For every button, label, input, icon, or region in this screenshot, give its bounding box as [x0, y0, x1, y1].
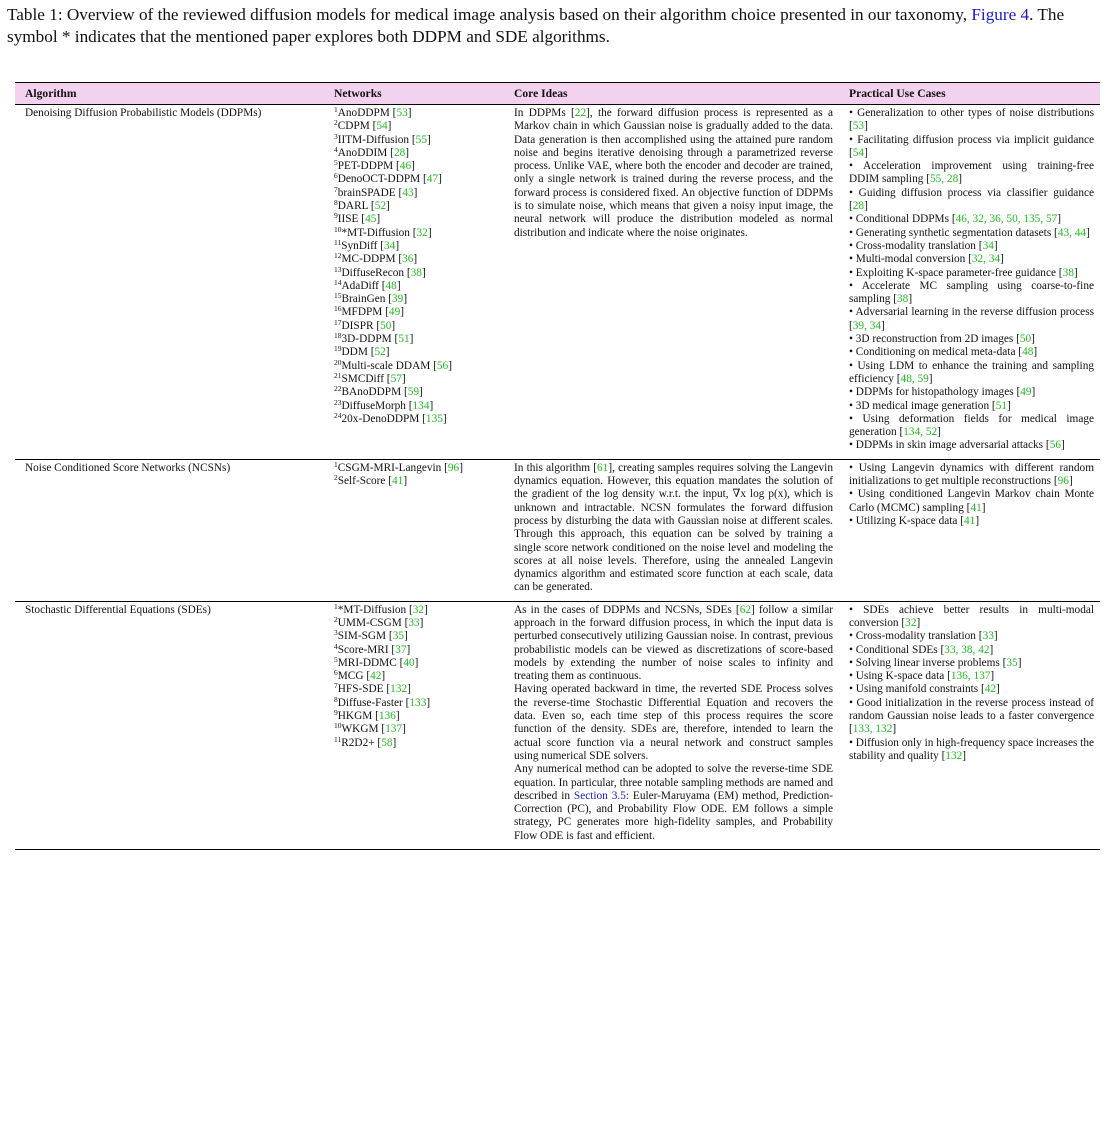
network-index: 8 — [334, 694, 338, 704]
network-citation[interactable]: 135 — [425, 412, 443, 425]
network-item: $^{11}$R2D2+ [58] — [334, 734, 397, 749]
use-case-text: Good initialization in the reverse process instead of random Gaussian noise leads to a faster convergence — [849, 696, 1094, 723]
use-case-item: • Using conditioned Langevin Markov chain Monte Carlo (MCMC) sampling [41] — [849, 488, 1094, 514]
algorithm-cell: Noise Conditioned Score Networks (NCSNs) — [25, 461, 231, 474]
network-citation[interactable]: 47 — [426, 173, 439, 186]
use-case-text: Conditional SDEs — [855, 643, 938, 656]
network-index: 1 — [334, 601, 338, 611]
bullet-icon: • — [849, 386, 856, 399]
network-item: $^4$Score-MRI [37] — [334, 641, 411, 656]
use-case-citation[interactable]: 48 — [1022, 346, 1034, 359]
use-case-item: • Diffusion only in high-frequency space increases the stability and quality [132] — [849, 736, 1094, 762]
network-item: $^8$Diffuse-Faster [133] — [334, 694, 431, 709]
network-citation[interactable]: 34 — [384, 239, 396, 252]
network-name: BrainGen — [341, 293, 386, 306]
bullet-icon: • — [849, 213, 856, 226]
network-item: $^7$brainSPADE [43] — [334, 184, 418, 199]
use-case-citation[interactable]: 39, 34 — [852, 319, 882, 332]
network-name: DiffuseRecon — [341, 266, 405, 279]
algorithm-cell: Stochastic Differential Equations (SDEs) — [25, 603, 211, 616]
network-name: *MT-Diffusion — [341, 226, 410, 239]
network-index: 20 — [334, 357, 342, 367]
network-citation[interactable]: 58 — [381, 736, 393, 749]
network-index: 5 — [334, 158, 338, 168]
bullet-icon: • — [849, 656, 856, 669]
network-name: brainSPADE — [337, 186, 396, 199]
bullet-icon: • — [849, 160, 864, 173]
use-cases-cell — [845, 602, 1100, 849]
network-citation[interactable]: 54 — [376, 120, 388, 133]
network-citation[interactable]: 48 — [385, 279, 397, 292]
header-algorithm: Algorithm — [25, 87, 77, 100]
network-name: AdaDiff — [341, 279, 379, 292]
network-name: MFDPM — [341, 306, 383, 319]
network-index: 22 — [334, 384, 342, 394]
table-row — [15, 601, 1100, 849]
network-index: 2 — [334, 473, 338, 483]
network-name: CSGM-MRI-Langevin — [337, 461, 442, 474]
bullet-icon: • — [849, 683, 856, 696]
network-item: $^4$AnoDDIM [28] — [334, 144, 409, 159]
header-use-cases: Practical Use Cases — [849, 87, 946, 100]
network-index: 17 — [334, 317, 342, 327]
use-case-citation[interactable]: 51 — [995, 399, 1007, 412]
network-citation[interactable]: 52 — [374, 346, 386, 359]
network-citation[interactable]: 133 — [409, 696, 427, 709]
use-case-text: 3D reconstruction from 2D images — [855, 333, 1014, 346]
core-ideas-cell — [508, 460, 845, 601]
use-case-text: DDPMs in skin image adversarial attacks — [855, 439, 1044, 452]
network-citation[interactable]: 36 — [402, 253, 414, 266]
use-case-text: Facilitating diffusion process via implicit guidance — [857, 133, 1095, 146]
use-case-citation[interactable]: 43, 44 — [1057, 226, 1087, 239]
network-item: $^3$SIM-SGM [35] — [334, 628, 408, 643]
network-index: 11 — [334, 734, 342, 744]
network-name: IISE — [337, 213, 359, 226]
network-item: $^1$AnoDDPM [53] — [334, 105, 412, 119]
use-case-text: Conditional DDPMs — [855, 213, 949, 226]
network-index: 6 — [334, 668, 338, 678]
network-citation[interactable]: 28 — [393, 146, 406, 159]
table-row — [15, 459, 1100, 601]
network-name: SynDiff — [341, 239, 378, 252]
use-case-item: • Generalization to other types of noise distributions [53] — [849, 107, 1094, 133]
network-citation[interactable]: 43 — [402, 186, 414, 199]
use-case-text: 3D medical image generation — [855, 399, 990, 412]
network-citation[interactable]: 132 — [390, 683, 408, 696]
networks-cell — [328, 105, 508, 459]
use-case-text: Using manifold constraints — [855, 683, 979, 696]
network-item: $^{23}$DiffuseMorph [134] — [334, 397, 434, 412]
use-case-text: Cross-modality translation — [855, 630, 976, 643]
network-name: MCG — [337, 670, 364, 683]
core-idea-paragraph: Any numerical method can be adopted to solve the reverse-time SDE equation. In particular, three notable sampling methods are named and described in Section 3.5: Euler-Maruyama (EM) method, Prediction-Correction (PC), and Probability Flow ODE. EM follows a simple strategy, PC generates more high-fidelity samples, and Probability Flow ODE is fast and efficient. — [514, 763, 833, 842]
bullet-icon: • — [849, 333, 856, 346]
section-link[interactable]: Section 3.5 — [573, 789, 626, 802]
use-case-text: Using conditioned Langevin Markov chain Monte Carlo (MCMC) sampling — [849, 488, 1094, 514]
use-case-item: • Generating synthetic segmentation datasets [43, 44] — [849, 226, 1090, 239]
bullet-icon: • — [849, 226, 856, 239]
use-case-text: Using K-space data — [855, 670, 945, 683]
use-case-citation[interactable]: 33 — [982, 630, 994, 643]
bullet-icon: • — [849, 279, 862, 292]
network-name: DenoOCT-DDPM — [337, 173, 421, 186]
bullet-icon: • — [849, 239, 856, 252]
network-index: 19 — [334, 344, 342, 354]
network-name: CDPM — [337, 120, 370, 133]
citation-link[interactable]: 62 — [739, 603, 751, 616]
network-item: $^1$CSGM-MRI-Langevin [96] — [334, 459, 463, 474]
network-citation[interactable]: 32 — [412, 603, 425, 616]
network-name: MC-DDPM — [341, 253, 396, 266]
use-case-citation[interactable]: 38 — [897, 293, 909, 306]
network-index: 23 — [334, 397, 342, 407]
network-citation[interactable]: 53 — [396, 107, 408, 119]
use-case-text: Diffusion only in high-frequency space increases the stability and quality — [849, 736, 1094, 762]
use-case-item: • DDPMs for histopathology images [49] — [849, 386, 1036, 399]
use-case-text: Guiding diffusion process via classifier guidance — [858, 186, 1094, 199]
bullet-icon: • — [849, 346, 856, 359]
use-case-item: • Using LDM to enhance the training and sampling efficiency [48, 59] — [849, 359, 1094, 385]
use-case-item: • Using Langevin dynamics with different random initializations to get multiple reconstructions [96] — [849, 461, 1094, 488]
core-idea-paragraph: Having operated backward in time, the reverted SDE Process solves the reverse-time Stochastic Differential Equation and recovers the data. Even so, each time step of this process requires the score function of the density. SDEs are, therefore, intended to learn the actual score function via a neural network and construct samples using numerical SDE solvers. — [514, 683, 833, 762]
network-name: IITM-Diffusion — [337, 133, 410, 146]
network-item: $^5$MRI-DDMC [40] — [334, 654, 419, 669]
table-header — [15, 83, 1100, 104]
network-index: 12 — [334, 251, 342, 261]
network-name: AnoDDPM — [337, 107, 390, 119]
use-case-item: • DDPMs in skin image adversarial attacks [56] — [849, 439, 1065, 452]
networks-cell — [328, 460, 508, 601]
use-case-item: • Exploiting K-space parameter-free guidance [38] — [849, 266, 1078, 279]
use-case-citation[interactable]: 54 — [852, 146, 865, 159]
network-item: $^5$PET-DDPM [46] — [334, 158, 415, 173]
use-case-citation[interactable]: 136, 137 — [950, 670, 991, 683]
network-item: $^3$IITM-Diffusion [55] — [334, 131, 431, 146]
network-name: DiffuseMorph — [341, 399, 406, 412]
network-name: UMM-CSGM — [337, 616, 402, 629]
citation-link[interactable]: 22 — [574, 107, 587, 119]
use-case-text: Cross-modality translation — [855, 239, 976, 252]
network-index: 18 — [334, 331, 342, 341]
core-idea-paragraph: In DDPMs [22], the forward diffusion process is represented as a Markov chain in which Gaussian noise is gradually added to the data. Data generation is then accomplished using the attained pure random noise and begins iterative denoising through a parametrized reverse process. Unlike VAE, where both the encoder and decoder are trained, only a single network is trained during the reverse process, and the forward process is considered fixed. An objective function of DDPMs is to simulate noise, which means that given a noisy input image, the neural network will produce the distribution modeled as normal distribution and indicate where the noise originates. — [514, 107, 833, 239]
network-index: 5 — [334, 654, 338, 664]
core-ideas-cell — [508, 105, 845, 459]
network-item: $^2$CDPM [54] — [334, 118, 392, 133]
bullet-icon: • — [849, 399, 856, 412]
network-name: DARL — [337, 200, 369, 213]
use-case-citation[interactable]: 42 — [984, 683, 997, 696]
use-case-item: • 3D medical image generation [51] — [849, 399, 1011, 412]
use-case-item: • Cross-modality translation [34] — [849, 239, 998, 252]
use-case-citation[interactable]: 34 — [982, 239, 994, 252]
table-caption — [7, 4, 1107, 47]
use-case-text: Adversarial learning in the reverse diffusion process — [855, 306, 1094, 319]
bullet-icon: • — [849, 514, 856, 527]
use-case-citation[interactable]: 33, 38, 42 — [944, 643, 990, 656]
use-case-text: Using Langevin dynamics with different random initializations to get multiple reconstructions — [849, 461, 1094, 488]
network-citation[interactable]: 137 — [385, 723, 403, 736]
network-name: HFS-SDE — [337, 683, 384, 696]
bullet-icon: • — [849, 461, 859, 474]
use-case-item: • Solving linear inverse problems [35] — [849, 656, 1022, 669]
network-item: $^{16}$MFDPM [49] — [334, 304, 404, 319]
network-index: 6 — [334, 171, 338, 181]
network-citation[interactable]: 32 — [416, 226, 428, 239]
algorithm-cell: Denoising Diffusion Probabilistic Models (DDPMs) — [25, 107, 262, 119]
network-item: $^2$UMM-CSGM [33] — [334, 614, 424, 629]
use-case-citation[interactable]: 32 — [905, 616, 917, 629]
network-citation[interactable]: 51 — [398, 333, 410, 346]
caption-text: Table 1: Overview of the reviewed diffusion models for medical image analysis based on their algorithm choice presented in our taxonomy, — [7, 5, 968, 24]
use-case-item: • Conditional SDEs [33, 38, 42] — [849, 643, 994, 656]
network-item: $^{19}$DDM [52] — [334, 344, 390, 359]
bullet-icon: • — [849, 186, 859, 199]
use-case-citation[interactable]: 50 — [1019, 333, 1032, 346]
use-case-item: • Good initialization in the reverse process instead of random Gaussian noise leads to a faster convergence [133, 132] — [849, 696, 1094, 736]
use-case-citation[interactable]: 96 — [1057, 475, 1069, 488]
diffusion-models-table — [15, 82, 1100, 850]
network-item: $^{24}$20x-DenoDDPM [135] — [334, 410, 447, 425]
network-name: BAnoDDPM — [341, 386, 402, 399]
network-name: AnoDDIM — [337, 146, 388, 159]
network-index: 9 — [334, 708, 338, 718]
network-item: $^{21}$SMCDiff [57] — [334, 370, 406, 385]
use-case-item: • Using manifold constraints [42] — [849, 683, 1000, 696]
network-citation[interactable]: 96 — [447, 461, 460, 474]
network-citation[interactable]: 40 — [403, 656, 415, 669]
use-cases-cell — [845, 105, 1100, 459]
network-index: 9 — [334, 211, 338, 221]
use-case-text: Solving linear inverse problems — [855, 656, 1000, 669]
use-case-item: • Cross-modality translation [33] — [849, 630, 998, 643]
network-citation[interactable]: 50 — [380, 319, 392, 332]
use-case-citation[interactable]: 134, 52 — [903, 426, 938, 439]
network-index: 7 — [334, 681, 338, 691]
network-item: $^7$HFS-SDE [132] — [334, 681, 411, 696]
network-item: $^{14}$AdaDiff [48] — [334, 277, 401, 292]
network-item: $^{22}$BAnoDDPM [59] — [334, 384, 423, 399]
network-index: 2 — [334, 614, 338, 624]
network-citation[interactable]: 38 — [410, 266, 422, 279]
core-idea-paragraph: In this algorithm [61], creating samples requires solving the Langevin dynamics equation. However, this equation mandates the solution of the gradient of the log density w.r.t. the input, ∇x log p(x), which is unknown and intractable. NCSN formulates the forward diffusion process by disturbing the data with Gaussian noise at different scales. Through this approach, this equation can be solved by training a single score network conditioned on the noise level and modeling the scores at all noise levels. Therefore, using the annealed Langevin dynamics algorithm and estimated score function at each scale, data can be generated. — [514, 461, 833, 594]
use-case-text: Exploiting K-space parameter-free guidance — [855, 266, 1056, 279]
network-index: 13 — [334, 264, 342, 274]
network-name: Score-MRI — [337, 643, 389, 656]
use-case-item: • Using K-space data [136, 137] — [849, 670, 995, 683]
use-case-citation[interactable]: 41 — [970, 501, 982, 514]
use-case-citation[interactable]: 28 — [852, 200, 865, 213]
use-case-text: Generalization to other types of noise distributions — [857, 107, 1094, 119]
network-item: $^{10}$WKGM [137] — [334, 721, 406, 736]
network-index: 3 — [334, 628, 338, 638]
use-case-citation[interactable]: 32, 34 — [971, 253, 1001, 266]
bullet-icon: • — [849, 306, 856, 319]
caption-suffix: . The symbol * indicates that the mentioned paper explores both DDPM and SDE algorithms. — [7, 5, 1065, 46]
use-case-text: SDEs achieve better results in multi-modal conversion — [849, 603, 1095, 629]
network-item: $^1$*MT-Diffusion [32] — [334, 601, 428, 616]
network-item: $^{20}$Multi-scale DDAM [56] — [334, 357, 452, 372]
use-case-citation[interactable]: 133, 132 — [852, 723, 893, 736]
use-case-text: Accelerate MC sampling using coarse-to-fine sampling — [849, 279, 1094, 306]
network-citation[interactable]: 35 — [392, 630, 404, 643]
use-case-text: Conditioning on medical meta-data — [855, 346, 1016, 359]
network-index: 24 — [334, 410, 342, 420]
use-case-text: Multi-modal conversion — [855, 253, 966, 266]
bullet-icon: • — [849, 736, 856, 749]
network-item: $^{11}$SynDiff [34] — [334, 237, 400, 252]
network-item: $^{10}$*MT-Diffusion [32] — [334, 224, 432, 239]
use-case-item: • Accelerate MC sampling using coarse-to-fine sampling [38] — [849, 279, 1094, 306]
network-index: 3 — [334, 131, 338, 141]
use-case-citation[interactable]: 53 — [852, 120, 865, 133]
use-case-item: • Adversarial learning in the reverse diffusion process [39, 34] — [849, 306, 1094, 332]
network-citation[interactable]: 56 — [436, 359, 449, 372]
network-citation[interactable]: 57 — [390, 372, 402, 385]
network-index: 11 — [334, 237, 342, 247]
use-case-item: • Conditional DDPMs [46, 32, 36, 50, 135, 57] — [849, 213, 1062, 226]
use-case-citation[interactable]: 55, 28 — [929, 173, 959, 186]
network-index: 10 — [334, 224, 342, 234]
network-index: 21 — [334, 370, 342, 380]
network-item: $^{12}$MC-DDPM [36] — [334, 251, 418, 266]
bullet-icon: • — [849, 670, 856, 683]
network-index: 2 — [334, 118, 338, 128]
network-citation[interactable]: 136 — [378, 710, 396, 723]
network-citation[interactable]: 33 — [408, 616, 420, 629]
bullet-icon: • — [849, 107, 858, 119]
network-item: $^{18}$3D-DDPM [51] — [334, 331, 414, 346]
network-name: SMCDiff — [341, 372, 384, 385]
network-citation[interactable]: 41 — [392, 475, 404, 488]
network-citation[interactable]: 52 — [374, 200, 386, 213]
use-case-item: • Guiding diffusion process via classifier guidance [28] — [849, 186, 1094, 213]
use-case-item: • Utilizing K-space data [41] — [849, 514, 980, 527]
figure-4-link[interactable]: Figure 4 — [971, 5, 1030, 24]
use-case-text: Using LDM to enhance the training and sampling efficiency — [849, 359, 1094, 385]
use-case-text: DDPMs for histopathology images — [855, 386, 1014, 399]
network-name: Diffuse-Faster — [337, 696, 403, 709]
network-citation[interactable]: 37 — [395, 643, 407, 656]
network-item: $^{13}$DiffuseRecon [38] — [334, 264, 426, 279]
network-name: MRI-DDMC — [337, 656, 397, 669]
core-ideas-cell — [508, 602, 845, 849]
use-case-citation[interactable]: 46, 32, 36, 50, 135, 57 — [955, 213, 1058, 226]
network-name: DISPR — [341, 319, 374, 332]
network-index: 1 — [334, 459, 338, 469]
network-index: 4 — [334, 144, 338, 154]
network-citation[interactable]: 42 — [370, 670, 382, 683]
bullet-icon: • — [849, 488, 858, 501]
network-index: 10 — [334, 721, 342, 731]
bullet-icon: • — [849, 359, 858, 372]
citation-link[interactable]: 61 — [597, 461, 609, 474]
network-name: SIM-SGM — [337, 630, 387, 643]
header-networks: Networks — [334, 87, 382, 100]
use-case-citation[interactable]: 41 — [964, 514, 976, 527]
use-case-text: Using deformation fields for medical image generation — [849, 412, 1095, 439]
bullet-icon: • — [849, 630, 856, 643]
network-index: 7 — [334, 184, 338, 194]
bullet-icon: • — [849, 412, 863, 425]
network-name: R2D2+ — [341, 736, 375, 749]
network-citation[interactable]: 39 — [392, 293, 404, 306]
use-case-citation[interactable]: 35 — [1006, 656, 1018, 669]
network-name: DDM — [341, 346, 368, 359]
network-item: $^9$IISE [45] — [334, 211, 381, 226]
network-citation[interactable]: 59 — [407, 386, 420, 399]
bullet-icon: • — [849, 696, 857, 709]
use-case-citation[interactable]: 48, 59 — [900, 372, 929, 385]
use-case-item: • Conditioning on medical meta-data [48] — [849, 346, 1038, 359]
network-index: 8 — [334, 198, 338, 208]
header-core-ideas: Core Ideas — [514, 87, 568, 100]
use-case-item: • Facilitating diffusion process via implicit guidance [54] — [849, 133, 1095, 159]
network-name: 3D-DDPM — [341, 333, 392, 346]
network-citation[interactable]: 45 — [365, 213, 377, 226]
use-case-citation[interactable]: 38 — [1062, 266, 1074, 279]
use-case-text: Generating synthetic segmentation datasets — [855, 226, 1052, 239]
network-name: PET-DDPM — [337, 160, 394, 173]
use-case-citation[interactable]: 132 — [945, 749, 963, 762]
network-index: 14 — [334, 277, 342, 287]
network-citation[interactable]: 49 — [388, 306, 401, 319]
network-citation[interactable]: 46 — [399, 160, 412, 173]
network-item: $^{17}$DISPR [50] — [334, 317, 396, 332]
bullet-icon: • — [849, 643, 856, 656]
use-case-text: Acceleration improvement using training-free DDIM sampling — [849, 160, 1094, 186]
network-item: $^2$Self-Score [41] — [334, 473, 408, 488]
core-idea-paragraph: As in the cases of DDPMs and NCSNs, SDEs [62] follow a similar approach in the forward diffusion process, in which the input data is perturbed consecutively utilizing Gaussian noise. In contrast, previous probabilistic models can be viewed as discretizations of score-based models by extending the number of noise scales to infinity and treating them as continuous. — [514, 603, 833, 683]
table-row — [15, 104, 1100, 459]
use-case-item: • SDEs achieve better results in multi-modal conversion [32] — [849, 603, 1095, 629]
network-index: 1 — [334, 105, 338, 114]
network-name: Multi-scale DDAM — [341, 359, 431, 372]
bullet-icon: • — [849, 133, 858, 146]
network-citation[interactable]: 55 — [415, 133, 427, 146]
bullet-icon: • — [849, 603, 864, 616]
use-case-item: • Using deformation fields for medical image generation [134, 52] — [849, 412, 1095, 439]
network-name: HKGM — [337, 710, 373, 723]
network-item: $^6$MCG [42] — [334, 668, 386, 683]
network-index: 15 — [334, 291, 342, 301]
network-citation[interactable]: 134 — [412, 399, 430, 412]
network-name: 20x-DenoDDPM — [341, 412, 420, 425]
network-item: $^9$HKGM [136] — [334, 708, 400, 723]
use-case-text: Utilizing K-space data — [855, 514, 958, 527]
bullet-icon: • — [849, 253, 856, 266]
bullet-icon: • — [849, 439, 856, 452]
use-case-item: • Acceleration improvement using training-free DDIM sampling [55, 28] — [849, 160, 1094, 186]
networks-cell — [328, 602, 508, 849]
use-case-citation[interactable]: 56 — [1049, 439, 1061, 452]
use-case-item: • Multi-modal conversion [32, 34] — [849, 253, 1004, 266]
use-cases-cell — [845, 460, 1100, 601]
network-name: Self-Score — [337, 475, 386, 488]
network-index: 16 — [334, 304, 342, 314]
bullet-icon: • — [849, 266, 856, 279]
use-case-citation[interactable]: 49 — [1020, 386, 1032, 399]
use-case-item: • 3D reconstruction from 2D images [50] — [849, 333, 1035, 346]
network-item: $^8$DARL [52] — [334, 198, 390, 213]
network-item: $^6$DenoOCT-DDPM [47] — [334, 171, 442, 186]
network-name: WKGM — [341, 723, 379, 736]
network-name: *MT-Diffusion — [337, 603, 407, 616]
network-item: $^{15}$BrainGen [39] — [334, 291, 408, 306]
network-index: 4 — [334, 641, 338, 651]
